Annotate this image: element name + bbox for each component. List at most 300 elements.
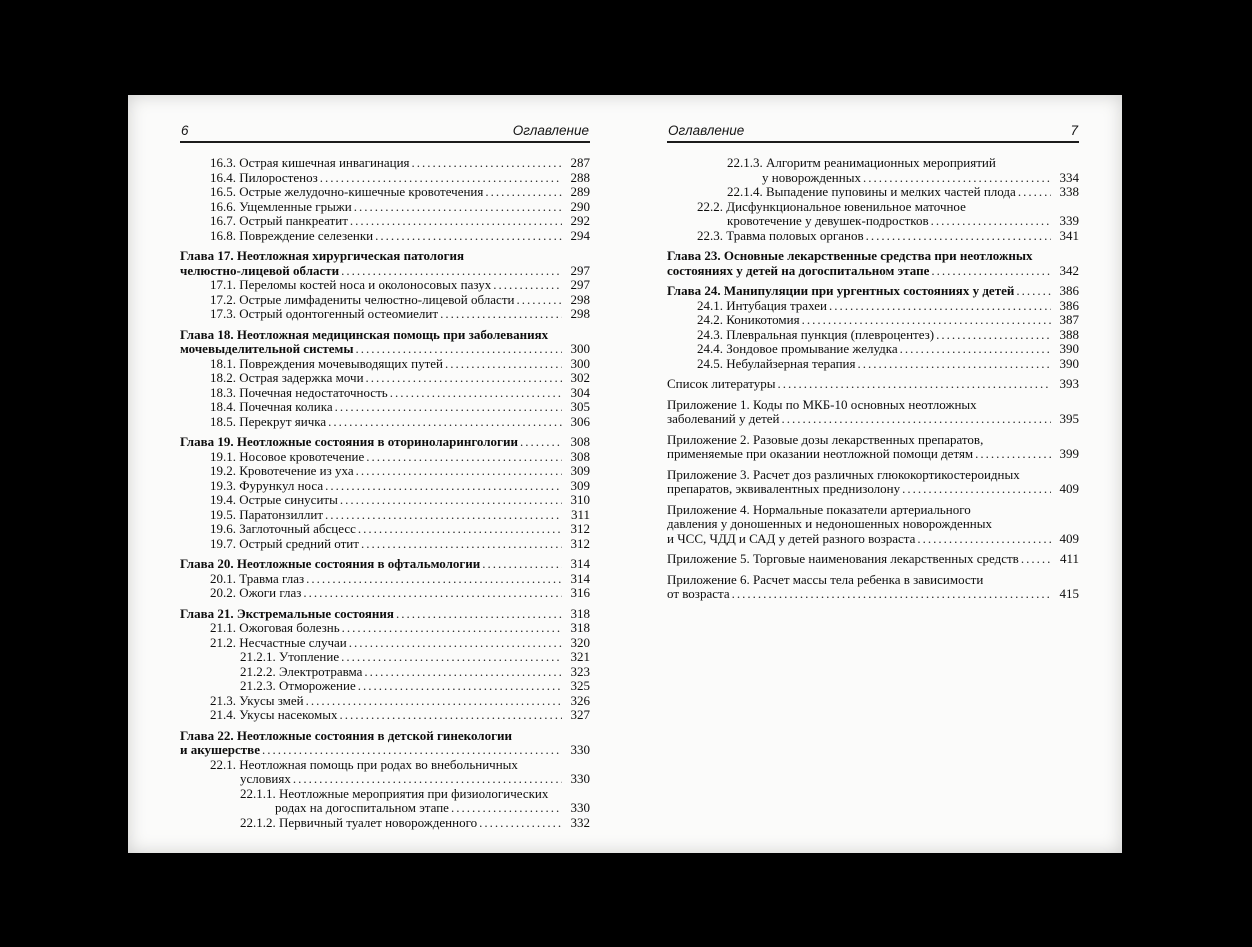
right-page-number: 7 (1070, 123, 1078, 138)
toc-line (667, 447, 1079, 462)
left-page-number: 6 (181, 123, 189, 138)
toc-line (667, 532, 1079, 547)
toc-line (667, 433, 1079, 448)
dot-leader (349, 636, 562, 651)
dot-leader (390, 386, 562, 401)
toc-entry-title: 19.2. Кровотечение из уха (210, 464, 354, 478)
toc-line (667, 313, 1079, 328)
toc-page-number: 409 (1059, 531, 1079, 546)
toc-page-number: 300 (570, 342, 590, 356)
toc-page-number: 320 (570, 635, 590, 650)
dot-leader (829, 299, 1051, 314)
toc-line (667, 249, 1079, 264)
right-toc-list (667, 156, 1079, 602)
toc-page-number: 298 (570, 307, 590, 321)
toc-page-number: 326 (570, 693, 590, 708)
toc-entry-title: 19.7. Острый средний отит (210, 536, 359, 551)
toc-page-number: 288 (570, 170, 590, 185)
toc-entry (180, 156, 590, 171)
toc-entry-title: челюстно-лицевой области (180, 263, 340, 278)
toc-page-number: 300 (570, 356, 590, 371)
dot-leader (1018, 185, 1051, 200)
toc-line (180, 493, 590, 508)
toc-line (667, 185, 1079, 200)
toc-entry (180, 293, 590, 308)
toc-entry (667, 249, 1079, 278)
toc-line (180, 772, 590, 787)
toc-entry (180, 249, 590, 278)
toc-entry (667, 573, 1079, 602)
toc-page-number: 298 (570, 292, 590, 307)
dot-leader (782, 412, 1051, 427)
toc-page-number: 409 (1059, 482, 1079, 496)
toc-entry (180, 650, 590, 665)
dot-leader (445, 357, 562, 372)
toc-entry (180, 621, 590, 636)
toc-entry-title: 21.3. Укусы змей (210, 693, 304, 708)
toc-entry-title: Приложение 4. Нормальные показатели артериального (667, 502, 971, 517)
right-page-content (667, 123, 1079, 602)
dot-leader (1021, 552, 1051, 567)
dot-leader (936, 328, 1051, 343)
toc-entry (180, 278, 590, 293)
toc-line (667, 587, 1079, 602)
toc-entry (180, 508, 590, 523)
toc-entry-title: Приложение 1. Коды по МКБ-10 основных неотложных (667, 397, 977, 412)
toc-line (180, 729, 590, 744)
toc-line (667, 398, 1079, 413)
toc-line (180, 679, 590, 694)
toc-line (180, 450, 590, 465)
toc-page-number: 330 (570, 801, 590, 815)
toc-entry-title: Приложение 5. Торговые наименования лекарственных средств (667, 552, 1019, 566)
toc-line (667, 214, 1079, 229)
right-header-rule (667, 141, 1079, 143)
toc-page-number: 386 (1059, 298, 1079, 313)
toc-page-number: 388 (1059, 327, 1079, 342)
right-running-title: Оглавление (668, 123, 745, 138)
toc-entry (180, 435, 590, 450)
toc-line (667, 517, 1079, 532)
toc-entry-title: 21.2.3. Отморожение (240, 679, 356, 693)
toc-page-number: 305 (570, 400, 590, 414)
toc-line (667, 377, 1079, 392)
toc-entry (667, 468, 1079, 497)
toc-page-number: 395 (1059, 412, 1079, 426)
toc-line (180, 636, 590, 651)
toc-page-number: 332 (570, 815, 590, 830)
dot-leader (325, 508, 562, 523)
toc-page-number: 312 (570, 522, 590, 536)
toc-line (180, 816, 590, 831)
toc-entry-title: 17.2. Острые лимфадениты челюстно-лицевой области (210, 292, 515, 307)
toc-entry-title: 21.2.2. Электротравма (240, 664, 363, 679)
toc-entry-title: 22.1.1. Неотложные мероприятия при физиологических (240, 786, 549, 801)
toc-line (180, 229, 590, 244)
toc-line (180, 650, 590, 665)
toc-entry-title: 16.8. Повреждение селезенки (210, 228, 374, 243)
toc-page-number: 316 (570, 586, 590, 600)
toc-entry (180, 636, 590, 651)
dot-leader (356, 464, 562, 479)
toc-page-number: 342 (1059, 263, 1079, 278)
toc-entry (667, 299, 1079, 314)
toc-entry (667, 398, 1079, 427)
toc-entry (180, 607, 590, 622)
toc-entry-title: Глава 24. Манипуляции при ургентных состояниях у детей (667, 284, 1015, 298)
toc-entry (667, 284, 1079, 299)
toc-entry-title: 24.5. Небулайзерная терапия (697, 356, 856, 371)
dot-leader (866, 229, 1051, 244)
left-page-content (180, 123, 590, 830)
toc-line (667, 299, 1079, 314)
toc-entry-title: 22.1.4. Выпадение пуповины и мелких частей плода (727, 185, 1016, 199)
toc-line (667, 229, 1079, 244)
toc-line (667, 357, 1079, 372)
toc-page-number: 330 (570, 772, 590, 786)
toc-line (180, 342, 590, 357)
dot-leader (303, 586, 562, 601)
left-toc-list (180, 156, 590, 830)
toc-entry (180, 708, 590, 723)
toc-entry-title: 20.1. Травма глаз (210, 571, 305, 586)
toc-line (180, 371, 590, 386)
toc-page-number: 318 (570, 621, 590, 635)
toc-entry (180, 464, 590, 479)
toc-entry-title: препаратов, эквивалентных преднизолону (667, 482, 901, 496)
toc-page-number: 330 (570, 743, 590, 757)
left-header-rule (180, 141, 590, 143)
toc-line (180, 572, 590, 587)
dot-leader (358, 679, 562, 694)
toc-entry-title: 17.3. Острый одонтогенный остеомиелит (210, 307, 439, 321)
toc-line (180, 400, 590, 415)
dot-leader (325, 479, 562, 494)
toc-page-number: 289 (570, 185, 590, 199)
toc-page-number: 309 (570, 478, 590, 493)
toc-entry-title: 18.1. Повреждения мочевыводящих путей (210, 356, 443, 371)
toc-line (180, 801, 590, 816)
toc-entry-title: 22.1. Неотложная помощь при родах во внебольничных (210, 757, 518, 772)
toc-entry-title: 16.7. Острый панкреатит (210, 214, 348, 228)
toc-entry (180, 400, 590, 415)
dot-leader (375, 229, 562, 244)
toc-line (180, 758, 590, 773)
toc-entry-title: 16.3. Острая кишечная инвагинация (210, 156, 410, 170)
toc-line (180, 435, 590, 450)
toc-page-number: 306 (570, 414, 590, 429)
toc-entry (667, 433, 1079, 462)
dot-leader (342, 621, 562, 636)
toc-entry (180, 787, 590, 816)
dot-leader (863, 171, 1051, 186)
dot-leader (358, 522, 562, 537)
toc-entry (180, 415, 590, 430)
toc-entry-title: заболеваний у детей (667, 412, 780, 426)
toc-line (180, 708, 590, 723)
toc-entry-title: 16.4. Пилоростеноз (210, 170, 318, 185)
toc-line (180, 665, 590, 680)
toc-entry-title: 22.3. Травма половых органов (697, 228, 864, 243)
toc-entry-title: 21.4. Укусы насекомых (210, 708, 338, 722)
dot-leader (412, 156, 562, 171)
toc-entry-title: Глава 21. Экстремальные состояния (180, 606, 394, 621)
toc-line (667, 171, 1079, 186)
toc-page-number: 318 (570, 606, 590, 621)
toc-line (667, 468, 1079, 483)
toc-page-number: 386 (1059, 284, 1079, 298)
toc-line (180, 415, 590, 430)
toc-page-number: 311 (570, 507, 590, 522)
toc-page-number: 338 (1059, 185, 1079, 199)
toc-entry-title: 19.6. Заглоточный абсцесс (210, 522, 356, 536)
toc-entry-title: 19.1. Носовое кровотечение (210, 449, 365, 464)
toc-entry-title: 18.2. Острая задержка мочи (210, 371, 364, 385)
toc-entry-title: 19.5. Паратонзиллит (210, 507, 324, 522)
toc-line (667, 156, 1079, 171)
toc-line (180, 214, 590, 229)
toc-entry-title: у новорожденных (762, 170, 861, 185)
dot-leader (364, 665, 562, 680)
toc-entry (180, 586, 590, 601)
toc-page-number: 341 (1059, 228, 1079, 243)
toc-entry-title: 18.5. Перекрут яичка (210, 414, 327, 429)
toc-entry-title: условиях (240, 772, 291, 786)
toc-entry (180, 214, 590, 229)
toc-page-number: 387 (1059, 313, 1079, 327)
dot-leader (479, 816, 562, 831)
toc-entry (667, 342, 1079, 357)
toc-entry-title: применяемые при оказании неотложной помощи детям (667, 447, 974, 461)
toc-entry (180, 537, 590, 552)
toc-entry (667, 200, 1079, 229)
toc-page-number: 399 (1059, 447, 1079, 461)
toc-entry-title: Глава 22. Неотложные состояния в детской гинекологии (180, 728, 512, 743)
toc-entry (180, 729, 590, 758)
toc-entry-title: от возраста (667, 587, 730, 601)
toc-entry (180, 371, 590, 386)
toc-entry (180, 171, 590, 186)
dot-leader (356, 342, 563, 357)
dot-leader (366, 450, 562, 465)
toc-page-number: 309 (570, 464, 590, 478)
left-page (128, 95, 625, 853)
toc-line (667, 552, 1079, 567)
toc-page-number: 411 (1059, 552, 1079, 566)
toc-line (180, 293, 590, 308)
dot-leader (1016, 284, 1051, 299)
dot-leader (900, 342, 1051, 357)
toc-page-number: 393 (1059, 377, 1079, 391)
toc-entry (180, 200, 590, 215)
toc-page-number: 390 (1059, 342, 1079, 356)
toc-entry-title: 24.4. Зондовое промывание желудка (697, 342, 898, 356)
toc-line (180, 479, 590, 494)
toc-entry-title: 21.2. Несчастные случаи (210, 635, 347, 650)
dot-leader (931, 264, 1051, 279)
dot-leader (328, 415, 562, 430)
toc-entry (180, 307, 590, 322)
toc-line (180, 787, 590, 802)
toc-line (180, 621, 590, 636)
dot-leader (440, 307, 562, 322)
toc-entry (667, 229, 1079, 244)
dot-leader (520, 435, 562, 450)
toc-entry-title: Приложение 3. Расчет доз различных глюкокортикостероидных (667, 467, 1020, 482)
toc-entry-title: 16.6. Ущемленные грыжи (210, 199, 352, 214)
toc-entry (667, 185, 1079, 200)
dot-leader (320, 171, 562, 186)
toc-entry-title: Глава 23. Основные лекарственные средства при неотложных (667, 249, 1033, 263)
dot-leader (778, 377, 1052, 392)
toc-entry-title: Глава 17. Неотложная хирургическая патология (180, 249, 465, 263)
book-spread (128, 95, 1122, 853)
toc-entry-title: Приложение 2. Разовые дозы лекарственных препаратов, (667, 432, 984, 447)
toc-page-number: 334 (1059, 170, 1079, 185)
toc-entry-title: Глава 20. Неотложные состояния в офтальмологии (180, 557, 481, 571)
toc-line (180, 508, 590, 523)
toc-entry (180, 572, 590, 587)
toc-entry (667, 313, 1079, 328)
toc-page-number: 323 (570, 664, 590, 679)
toc-entry-title: 24.1. Интубация трахеи (697, 298, 827, 313)
toc-entry-title: и ЧСС, ЧДД и САД у детей разного возраста (667, 531, 916, 546)
dot-leader (350, 214, 562, 229)
dot-leader (857, 357, 1051, 372)
dot-leader (361, 537, 562, 552)
dot-leader (396, 607, 562, 622)
toc-page-number: 292 (570, 214, 590, 228)
toc-entry (667, 377, 1079, 392)
toc-line (667, 412, 1079, 427)
dot-leader (341, 264, 562, 279)
toc-entry-title: Глава 18. Неотложная медицинская помощь при заболеваниях (180, 327, 549, 342)
toc-entry-title: 18.3. Почечная недостаточность (210, 385, 388, 400)
dot-leader (354, 200, 562, 215)
toc-page-number: 321 (570, 650, 590, 664)
toc-line (180, 537, 590, 552)
toc-entry-title: 22.1.2. Первичный туалет новорожденного (240, 815, 478, 830)
toc-page-number: 308 (570, 449, 590, 464)
dot-leader (732, 587, 1051, 602)
toc-line (180, 607, 590, 622)
toc-page-number: 327 (570, 708, 590, 722)
toc-page-number: 314 (570, 557, 590, 571)
dot-leader (493, 278, 562, 293)
toc-line (667, 503, 1079, 518)
toc-entry-title: 21.1. Ожоговая болезнь (210, 621, 340, 635)
toc-entry (180, 229, 590, 244)
toc-entry (180, 185, 590, 200)
toc-page-number: 312 (570, 536, 590, 551)
toc-entry (180, 450, 590, 465)
toc-entry-title: 19.4. Острые синуситы (210, 493, 338, 507)
dot-leader (917, 532, 1051, 547)
toc-line (180, 328, 590, 343)
toc-line (180, 357, 590, 372)
toc-page-number: 287 (570, 156, 590, 170)
toc-line (180, 185, 590, 200)
toc-entry (180, 816, 590, 831)
dot-leader (516, 293, 562, 308)
toc-entry (667, 156, 1079, 185)
toc-entry-title: кровотечение у девушек-подростков (727, 214, 929, 228)
toc-entry (180, 479, 590, 494)
toc-line (180, 264, 590, 279)
toc-entry-title: 21.2.1. Утопление (240, 650, 340, 664)
toc-entry-title: 20.2. Ожоги глаз (210, 586, 302, 600)
right-page-header (667, 123, 1079, 141)
dot-leader (335, 400, 562, 415)
toc-line (667, 573, 1079, 588)
toc-line (180, 586, 590, 601)
toc-entry-title: Глава 19. Неотложные состояния в оториноларингологии (180, 435, 518, 449)
dot-leader (931, 214, 1051, 229)
dot-leader (262, 743, 562, 758)
toc-line (180, 464, 590, 479)
toc-line (667, 328, 1079, 343)
toc-page-number: 325 (570, 679, 590, 693)
toc-entry (180, 493, 590, 508)
toc-page-number: 314 (570, 571, 590, 586)
toc-entry (180, 758, 590, 787)
dot-leader (482, 557, 562, 572)
toc-line (667, 200, 1079, 215)
dot-leader (306, 694, 562, 709)
toc-page-number: 310 (570, 493, 590, 507)
toc-entry-title: Список литературы (667, 377, 776, 391)
toc-page-number: 304 (570, 385, 590, 400)
dot-leader (306, 572, 562, 587)
toc-entry (180, 557, 590, 572)
toc-page-number: 390 (1059, 356, 1079, 371)
toc-page-number: 339 (1059, 214, 1079, 228)
toc-page-number: 297 (570, 278, 590, 292)
toc-line (180, 386, 590, 401)
toc-entry (667, 552, 1079, 567)
toc-entry-title: 22.2. Дисфункциональное ювенильное маточное (697, 199, 966, 214)
toc-line (180, 171, 590, 186)
dot-leader (340, 708, 563, 723)
toc-line (180, 522, 590, 537)
toc-page-number: 297 (570, 263, 590, 278)
toc-line (180, 278, 590, 293)
toc-entry (180, 386, 590, 401)
toc-line (180, 249, 590, 264)
toc-entry-title: 24.2. Коникотомия (697, 313, 800, 327)
dot-leader (975, 447, 1051, 462)
toc-entry-title: состояниях у детей на догоспитальном этапе (667, 263, 930, 278)
toc-entry (180, 665, 590, 680)
toc-entry-title: давления у доношенных и недоношенных новорожденных (667, 517, 992, 531)
toc-entry (180, 694, 590, 709)
right-page (625, 95, 1122, 853)
toc-page-number: 308 (570, 435, 590, 449)
dot-leader (293, 772, 562, 787)
toc-line (180, 743, 590, 758)
dot-leader (366, 371, 562, 386)
toc-entry (667, 503, 1079, 547)
dot-leader (485, 185, 562, 200)
toc-line (180, 200, 590, 215)
toc-entry (667, 328, 1079, 343)
toc-line (180, 307, 590, 322)
toc-line (180, 694, 590, 709)
toc-line (667, 264, 1079, 279)
toc-entry (180, 357, 590, 372)
toc-entry-title: 22.1.3. Алгоритм реанимационных мероприятий (727, 156, 996, 170)
toc-line (180, 156, 590, 171)
